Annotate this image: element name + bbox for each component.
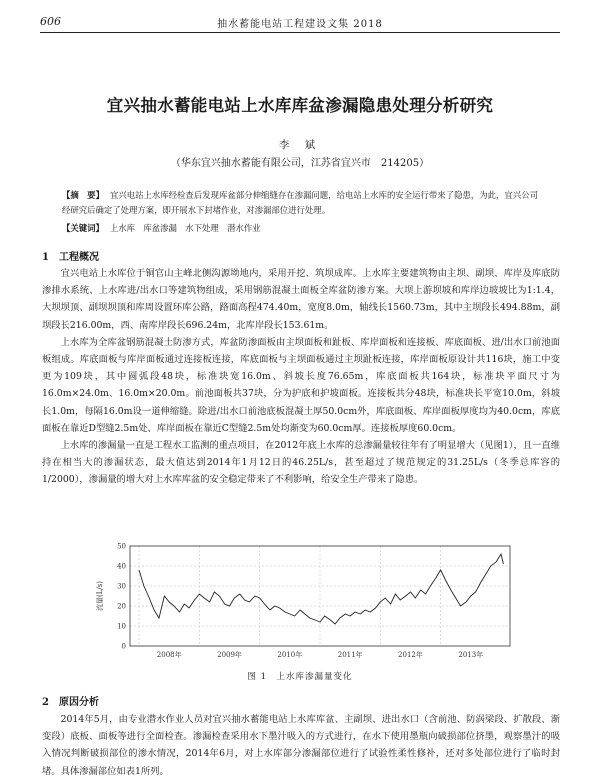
y-tick-label: 40 [117,562,126,571]
section-2-paragraph: 2014年5月，由专业潜水作业人员对宜兴抽水蓄能电站上水库库盆、主副坝、进出水口（含前池、防涡梁段、扩散段、渐变段）底板、面板等进行全面检查。渗漏检查采用水下墨汁吸入的方式进行，在水下使用墨瓶向破损部位挤墨，观察墨汁的吸入情况判断破损部位的渗水情况，2014年6月，对上水库部分渗漏部位进行了试验性柔性修补，还对多处部位进行了临时封堵。具体渗漏部位如表1所列。 [42,714,560,777]
series-line-leakage [139,554,503,624]
affiliation: （华东宜兴抽水蓄能有限公司，江苏省宜兴市 214205） [170,158,430,169]
x-tick-label: 2008年 [156,651,182,659]
paper-title: 宜兴抽水蓄能电站上水库库盆渗漏隐患处理分析研究 [106,96,494,115]
chart-series [139,554,503,624]
section-1-paragraph: 上水库的渗漏量一直是工程水工监测的重点项目，在2012年底上水库的总渗漏量较往年有了明显增大（见图1），且一直维持在相当大的渗漏状态，最大值达到2014年1月12日的46.25L/s，甚至超过了规范规定的31.25L/s（冬季总库容的1/2000），渗漏量的增大对上水库库盆的安全稳定带来了不利影响，给安全生产带来了隐患。 [42,440,560,486]
keywords-text: 上水库 库盆渗漏 水下处理 潜水作业 [109,223,261,233]
abstract-text: 宜兴电站上水库经检查后发现库盆部分伸缩缝存在渗漏问题，给电站上水库的安全运行带来了隐患，为此，宜兴公司经研究后确定了处理方案，即开展水下封堵作业，对渗漏部位进行处理。 [62,190,538,215]
y-tick-label: 20 [117,602,126,611]
y-axis-label: 流量(L/s) [96,580,104,612]
keywords-label: 【关键词】 [62,223,104,233]
y-tick-label: 10 [117,622,126,631]
section-1-paragraph: 上水库为全库盆钢筋混凝土防渗方式，库盆防渗面板由主坝面板和趾板、库岸面板和连接板、库底面板、进/出水口前池面板组成。库底面板与库岸面板通过连接板连接，库底面板与主坝面板通过主坝趾板连接，库岸面板原设计共116块，施工中变更为109块，其中圆弧段48块，标准块宽16.0m、斜坡长度76.65m，库底面板共164块，标准块平面尺寸为16.0m×24.0m、16.0m×20.0m。前池面板共37块，分为护底和护坡面板。连接板共分48块，标准块长平宽10.0m，斜坡长1.0m，每隔16.0m设一道伸缩缝。除进/出水口前池底板混凝土厚50.0cm外，库底面板、库岸面板厚度均为40.0cm，库底面板在靠近D型缝2.5m处、库岸面板在靠近C型缝2.5m处均渐变为60.0cm厚。连接板厚度60.0cm。 [42,336,560,434]
author: 李 斌 [278,139,322,151]
chart-grid [130,546,510,646]
running-header [40,14,560,33]
abstract [62,188,538,218]
section-2-body [42,711,560,780]
figure-caption: 图 1 上水库渗漏量变化 [247,672,353,682]
y-tick-labels [117,543,126,651]
x-tick-label: 2012年 [398,651,423,659]
section-2-heading: 2 原因分析 [42,697,99,708]
y-tick-label: 50 [117,542,126,551]
keywords [62,222,538,234]
x-tick-label: 2009年 [217,651,242,659]
x-tick-label: 2011年 [337,651,363,659]
x-tick-label: 2013年 [458,651,484,659]
journal-title: 抽水蓄能电站工程建设文集 2018 [217,19,383,30]
section-1-body [42,265,560,489]
y-tick-label: 0 [121,642,126,651]
x-tick-label: 2010年 [277,651,303,659]
x-tick-labels [157,650,483,659]
abstract-label: 【摘 要】 [62,190,104,200]
leakage-chart [90,538,520,668]
y-tick-label: 30 [117,582,126,591]
section-1-heading: 1 工程概况 [42,252,99,263]
section-1-paragraph: 宜兴电站上水库位于铜官山主峰北侧沟源坳地内，采用开挖、筑坝成库。上水库主要建筑物由主坝、副坝、库岸及库底防渗排水系统、上水库进/出水口等建筑物组成，采用钢筋混凝土面板全库盆防渗方案。大坝上游坝坡和库岸边坡坡比为1:1.4，大坝坝顶、副坝坝顶和库周设置环库公路，路面高程474.40m，宽度8.0m，轴线长1560.73m，其中主坝段长494.88m，副坝段长216.00m，西、南库岸段长696.24m，北库岸段长153.61m。 [42,268,560,331]
page-number: 606 [40,15,61,28]
